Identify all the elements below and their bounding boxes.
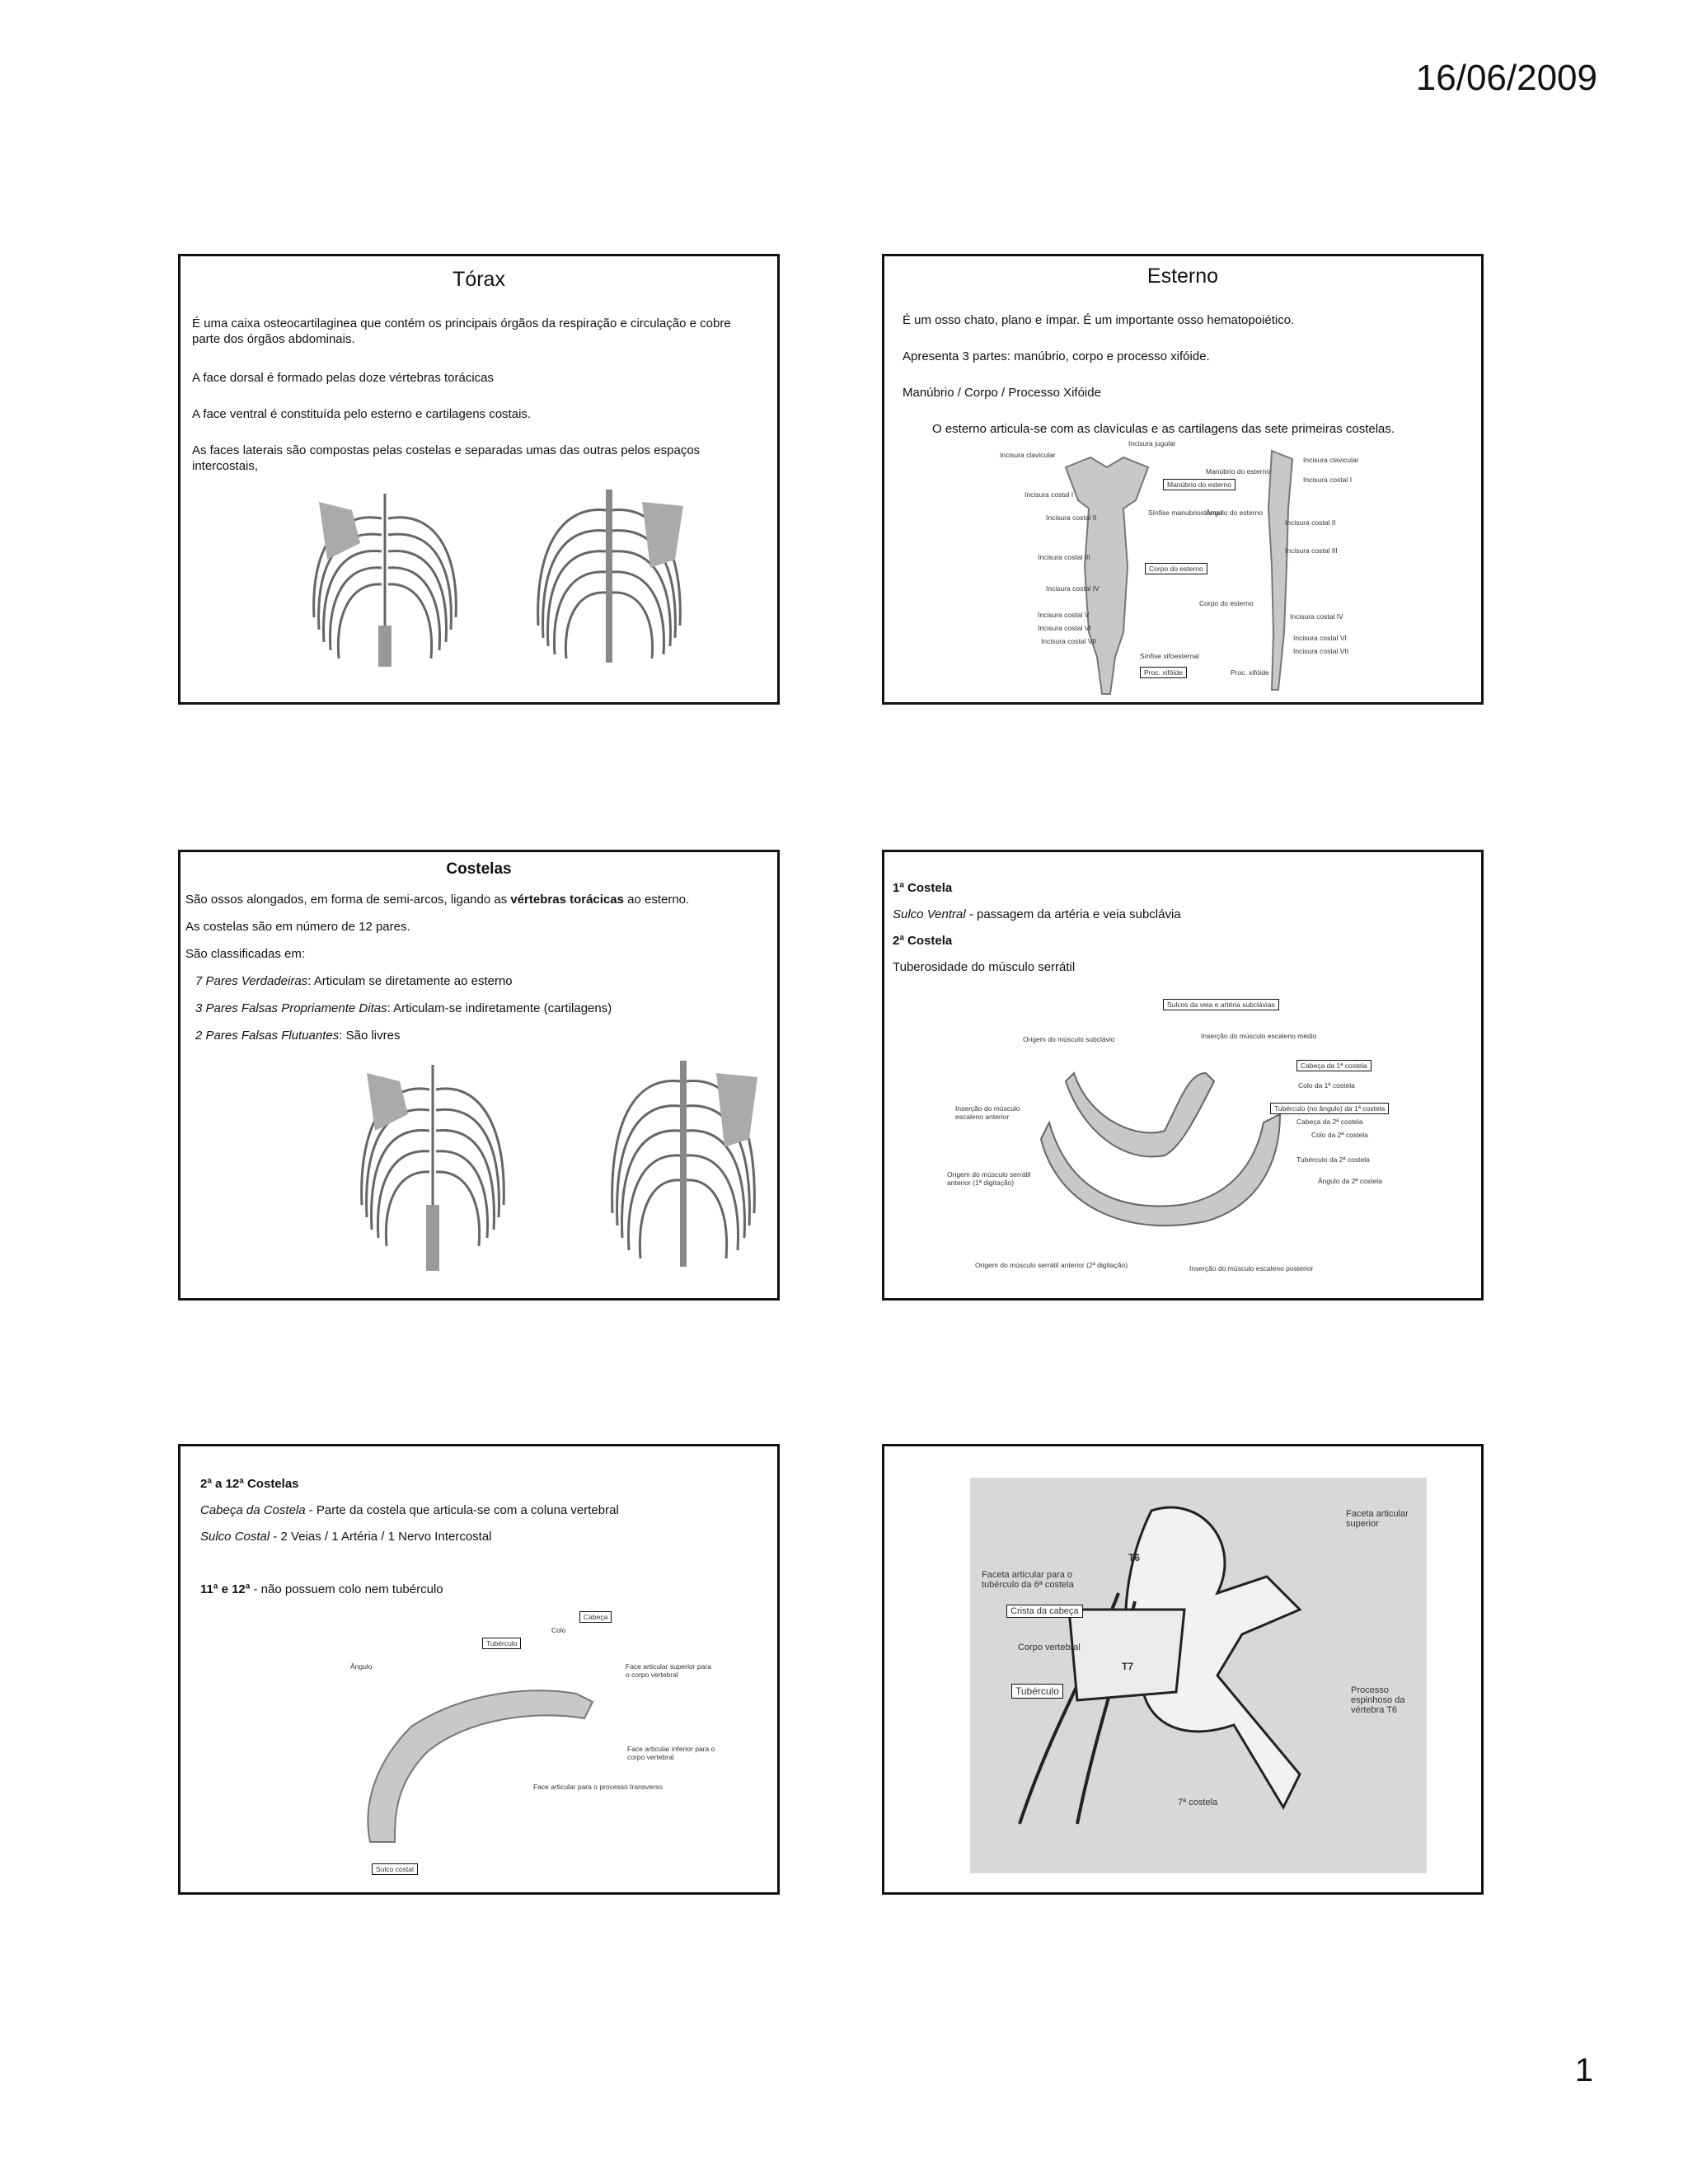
slide-title: Esterno xyxy=(1146,265,1219,288)
slide-segunda-a-decima-segunda xyxy=(178,1444,780,1895)
paragraph: Sulco Costal - 2 Veias / 1 Artéria / 1 Nervo Intercostal xyxy=(200,1530,492,1544)
paragraph: Apresenta 3 partes: manúbrio, corpo e processo xifóide. xyxy=(903,349,1210,363)
label-box-crista: Crista da cabeça xyxy=(1006,1605,1083,1618)
paragraph: Tuberosidade do músculo serrátil xyxy=(893,960,1076,974)
label: Inserção do músculo escaleno posterior xyxy=(1189,1264,1314,1272)
paragraph: É um osso chato, plano e ímpar. É um importante osso hematopoiético. xyxy=(903,313,1295,327)
label: Inserção do músculo escaleno anterior xyxy=(955,1104,1020,1121)
label-box-xifoide: Proc. xifóide xyxy=(1140,667,1187,678)
paragraph: Manúbrio / Corpo / Processo Xifóide xyxy=(903,386,1101,400)
page-number: 1 xyxy=(1574,2052,1593,2088)
label: Incisura costal V xyxy=(1038,611,1090,619)
label: Face articular inferior para o corpo vertebral xyxy=(627,1745,715,1761)
paragraph: É uma caixa osteocartilaginea que contém os principais órgãos da respiração e circulação e cobre parte dos órgãos abdominais. xyxy=(192,316,731,346)
label: Face articular para o processo transverso xyxy=(533,1783,663,1791)
paragraph: As costelas são em número de 12 pares. xyxy=(185,920,410,934)
label: Processo espinhoso da vértebra T6 xyxy=(1351,1685,1405,1715)
label: Incisura costal IV xyxy=(1046,584,1100,593)
list-item: 7 Pares Verdadeiras: Articulam se diretamente ao esterno xyxy=(195,974,513,988)
label-box-sulco: Sulco costal xyxy=(372,1863,418,1875)
slide-title: Costelas xyxy=(446,860,512,878)
label: Origem do músculo subclávio xyxy=(1023,1035,1115,1043)
label: Incisura costal II xyxy=(1046,513,1097,522)
label: Tubérculo da 2ª costela xyxy=(1296,1155,1370,1164)
label-box-corpo: Corpo do esterno xyxy=(1145,563,1207,574)
heading: 2ª a 12ª Costelas xyxy=(200,1477,299,1491)
label: Origem do músculo serrátil anterior (1ª digitação) xyxy=(947,1170,1031,1187)
label: T7 xyxy=(1122,1661,1134,1672)
label: Incisura costal VI xyxy=(1038,624,1091,632)
paragraph: A face dorsal é formado pelas doze vértebras torácicas xyxy=(192,371,495,385)
ribcage-front-illustration xyxy=(302,485,467,675)
ribcage-front-illustration xyxy=(350,1057,515,1279)
label: Manúbrio do esterno xyxy=(1206,467,1270,476)
label: Ângulo xyxy=(350,1662,373,1671)
label-box-manubrio: Manúbrio do esterno xyxy=(1163,479,1236,490)
heading: 1ª Costela xyxy=(893,881,953,895)
label: Colo da 2ª costela xyxy=(1311,1131,1368,1139)
slide-torax xyxy=(178,254,780,705)
label: Incisura costal II xyxy=(1285,518,1336,527)
label: Sínfise manubriosternal xyxy=(1148,509,1222,517)
label: T6 xyxy=(1128,1552,1141,1563)
paragraph: A face ventral é constituída pelo esterno e cartilagens costais. xyxy=(192,407,532,421)
label: Sínfise xifoesternal xyxy=(1140,652,1199,660)
label-box-cabeca-1: Cabeça da 1ª costela xyxy=(1296,1060,1372,1071)
paragraph: O esterno articula-se com as clavículas e as cartilagens das sete primeiras costelas. xyxy=(932,422,1395,436)
label: Ângulo da 2ª costela xyxy=(1318,1177,1382,1185)
label: Incisura costal I xyxy=(1025,490,1074,499)
label: Origem do músculo serrátil anterior (2ª digitação) xyxy=(975,1261,1128,1269)
label: Faceta articular superior xyxy=(1346,1509,1409,1529)
label-box-tuberculo: Tubérculo xyxy=(1011,1684,1063,1699)
label: Incisura costal III xyxy=(1038,553,1090,561)
label: Colo xyxy=(551,1626,566,1634)
slide-vertebra-photo xyxy=(882,1444,1484,1895)
label-box-tuberculo-1: Tubérculo (no ângulo) da 1ª costela xyxy=(1270,1103,1389,1114)
slide-costelas xyxy=(178,850,780,1301)
label: 7ª costela xyxy=(1178,1797,1218,1807)
label: Incisura costal VI xyxy=(1293,634,1347,642)
label: Incisura costal VII xyxy=(1293,647,1349,655)
label: Face articular superior para o corpo vertebral xyxy=(626,1662,711,1679)
heading: 2ª Costela xyxy=(893,934,953,948)
vertebra-photo xyxy=(970,1478,1427,1873)
typical-rib-illustration xyxy=(362,1669,626,1850)
paragraph: São ossos alongados, em forma de semi-arcos, ligando as vértebras torácicas ao esterno. xyxy=(185,893,690,907)
label: Incisura clavicular xyxy=(1303,456,1359,464)
paragraph: 11ª e 12ª - não possuem colo nem tubérculo xyxy=(200,1582,443,1596)
label: Incisura clavicular xyxy=(1000,451,1056,459)
label: Colo da 1ª costela xyxy=(1298,1081,1355,1090)
paragraph: Cabeça da Costela - Parte da costela que articula-se com a coluna vertebral xyxy=(200,1503,619,1517)
label-box-tuberculo: Tubérculo xyxy=(482,1638,521,1649)
label: Faceta articular para o tubérculo da 6ª costela xyxy=(982,1570,1074,1590)
paragraph: São classificadas em: xyxy=(185,947,306,961)
label: Inserção do músculo escaleno médio xyxy=(1201,1032,1317,1040)
slide-esterno xyxy=(882,254,1484,705)
paragraph: As faces laterais são compostas pelas costelas e separadas umas das outras pelos espaços intercostais, xyxy=(192,443,701,473)
label-box-cabeca: Cabeça xyxy=(579,1611,612,1623)
slide-title: Tórax xyxy=(452,268,505,291)
page-date: 16/06/2009 xyxy=(1415,58,1597,98)
label: Corpo vertebral xyxy=(1018,1643,1081,1652)
label-box-sulcos: Sulcos da veia e artéria subclávias xyxy=(1163,999,1279,1010)
label: Cabeça da 2ª costela xyxy=(1296,1118,1363,1126)
label: Incisura costal III xyxy=(1285,546,1338,555)
label: Corpo do esterno xyxy=(1199,599,1254,607)
slide-primeira-segunda-costela xyxy=(882,850,1484,1301)
list-item: 3 Pares Falsas Propriamente Ditas: Articulam-se indiretamente (cartilagens) xyxy=(195,1001,612,1015)
list-item: 2 Pares Falsas Flutuantes: São livres xyxy=(195,1029,401,1043)
label: Incisura costal IV xyxy=(1290,612,1343,621)
label: Proc. xifóide xyxy=(1231,668,1269,677)
label: Ângulo do esterno xyxy=(1206,509,1263,517)
label: Incisura costal I xyxy=(1303,476,1353,484)
first-second-rib-illustration xyxy=(1041,1040,1313,1230)
ribcage-back-illustration xyxy=(601,1057,766,1279)
paragraph: Sulco Ventral - passagem da artéria e veia subclávia xyxy=(893,907,1181,921)
label: Incisura costal VII xyxy=(1041,637,1097,645)
label-incisura-jugular: Incisura jugular xyxy=(1128,439,1176,448)
ribcage-back-illustration xyxy=(527,485,692,675)
